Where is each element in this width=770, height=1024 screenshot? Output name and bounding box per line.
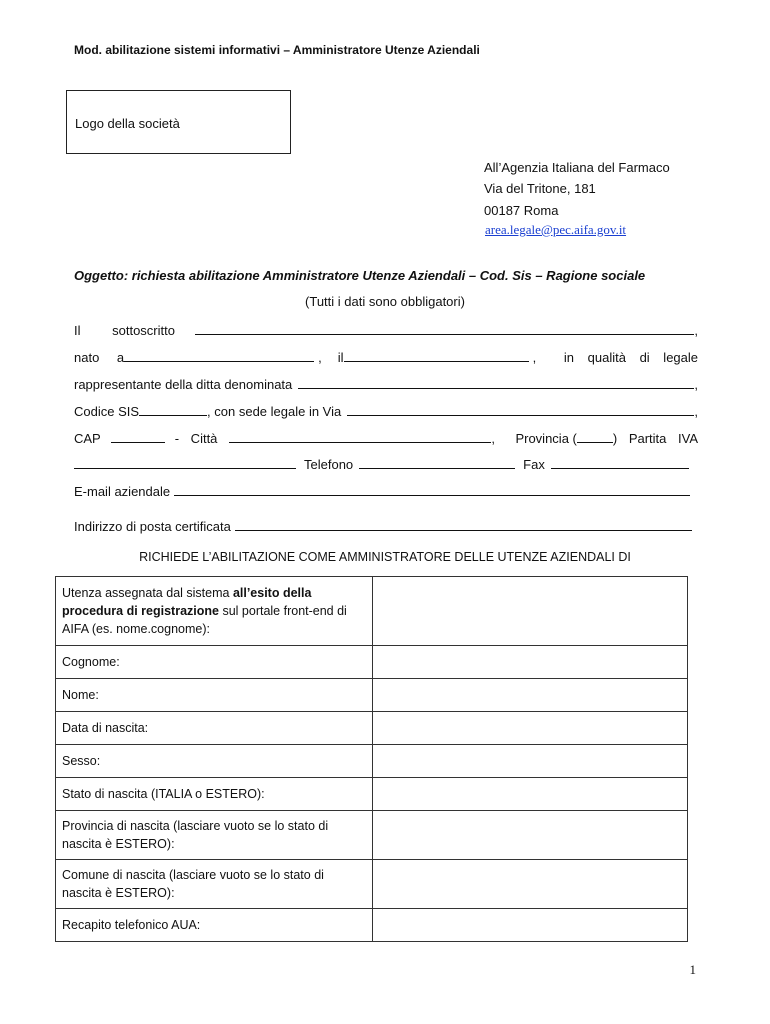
field-citta[interactable] — [229, 442, 491, 443]
label-fax: Fax — [523, 457, 545, 472]
row-label-comune-nascita: Comune di nascita (lasciare vuoto se lo stato di nascita è ESTERO): — [56, 860, 373, 909]
addressee-line-2: Via del Tritone, 181 — [484, 181, 596, 196]
label-codice-sis: Codice SIS — [74, 404, 140, 419]
field-codice-sis[interactable] — [139, 415, 207, 416]
field-via[interactable] — [347, 415, 694, 416]
label-citta: - Città — [174, 431, 218, 446]
row-value-comune-nascita[interactable] — [373, 860, 688, 909]
label-provincia: Provincia ( — [515, 431, 577, 446]
field-sottoscritto[interactable] — [195, 334, 694, 335]
form-line-email — [74, 479, 690, 499]
comma: , — [491, 431, 496, 446]
table-row — [56, 577, 688, 646]
table-row — [56, 646, 688, 679]
label-email: E-mail aziendale — [74, 484, 171, 499]
row-value-utenza[interactable] — [373, 577, 688, 646]
field-pec[interactable] — [235, 530, 692, 531]
label-partita-iva: ) Partita IVA — [612, 431, 698, 446]
comma: , — [532, 350, 537, 365]
table-row — [56, 679, 688, 712]
comma: , — [694, 404, 698, 419]
user-data-table — [55, 576, 688, 942]
document-header: Mod. abilitazione sistemi informativi – Amministratore Utenze Aziendali — [74, 43, 480, 57]
row-label-data-nascita: Data di nascita: — [56, 712, 373, 745]
logo-placeholder-label: Logo della società — [75, 116, 180, 131]
field-partita-iva[interactable] — [74, 468, 296, 469]
form-line-nascita — [74, 345, 698, 365]
row-value-recapito[interactable] — [373, 909, 688, 942]
form-line-sottoscritto — [74, 318, 698, 338]
row-value-sesso[interactable] — [373, 745, 688, 778]
row-value-data-nascita[interactable] — [373, 712, 688, 745]
table-row — [56, 909, 688, 942]
label-il: il — [337, 350, 344, 365]
label-nato-a: nato a — [74, 350, 125, 365]
field-luogo-nascita[interactable] — [124, 361, 314, 362]
table-row — [56, 712, 688, 745]
logo-placeholder-box — [66, 90, 291, 154]
label-sottoscritto: Il sottoscritto — [74, 323, 175, 338]
row-label-stato-nascita: Stato di nascita (ITALIA o ESTERO): — [56, 778, 373, 811]
label-sede-legale: , con sede legale in Via — [207, 404, 342, 419]
row-value-provincia-nascita[interactable] — [373, 811, 688, 860]
comma: , — [694, 377, 698, 392]
field-telefono[interactable] — [359, 468, 515, 469]
field-data-nascita[interactable] — [344, 361, 529, 362]
row-label-nome: Nome: — [56, 679, 373, 712]
addressee-line-1: All’Agenzia Italiana del Farmaco — [484, 160, 670, 175]
subject-note: (Tutti i dati sono obbligatori) — [305, 294, 465, 309]
row-value-cognome[interactable] — [373, 646, 688, 679]
form-line-cap — [74, 426, 698, 446]
comma: , — [694, 323, 698, 338]
label-telefono: Telefono — [304, 457, 354, 472]
label-qualita: in qualità di legale — [563, 350, 698, 365]
form-line-rappresentante — [74, 372, 698, 392]
table-row — [56, 860, 688, 909]
page-number: 1 — [689, 962, 696, 977]
label-cap: CAP — [74, 431, 101, 446]
label-pec: Indirizzo di posta certificata — [74, 519, 231, 534]
comma: , — [318, 350, 322, 365]
row-label-provincia-nascita: Provincia di nascita (lasciare vuoto se lo stato di nascita è ESTERO): — [56, 811, 373, 860]
field-cap[interactable] — [111, 442, 165, 443]
row-label-utenza: Utenza assegnata dal sistema all’esito della procedura di registrazione sul portale front-end di AIFA (es. nome.cognome): — [56, 577, 373, 646]
row-value-stato-nascita[interactable] — [373, 778, 688, 811]
label-rappresentante: rappresentante della ditta denominata — [74, 377, 293, 392]
request-title: RICHIEDE L’ABILITAZIONE COME AMMINISTRATORE DELLE UTENZE AZIENDALI DI — [139, 550, 631, 564]
table-row — [56, 745, 688, 778]
addressee-line-3: 00187 Roma — [484, 203, 559, 218]
form-line-telefono — [74, 452, 698, 472]
subject-line: Oggetto: richiesta abilitazione Amministratore Utenze Aziendali – Cod. Sis – Ragione sociale — [74, 268, 646, 283]
field-fax[interactable] — [551, 468, 689, 469]
table-row — [56, 778, 688, 811]
field-email[interactable] — [174, 495, 690, 496]
form-line-codice-sis — [74, 399, 698, 419]
row-label-recapito: Recapito telefonico AUA: — [56, 909, 373, 942]
field-provincia[interactable] — [577, 442, 613, 443]
row-label-cognome: Cognome: — [56, 646, 373, 679]
table-row — [56, 811, 688, 860]
form-line-pec — [74, 514, 692, 534]
row-label-sesso: Sesso: — [56, 745, 373, 778]
row-value-nome[interactable] — [373, 679, 688, 712]
addressee-email-link[interactable]: area.legale@pec.aifa.gov.it — [485, 222, 627, 237]
field-ditta[interactable] — [298, 388, 694, 389]
